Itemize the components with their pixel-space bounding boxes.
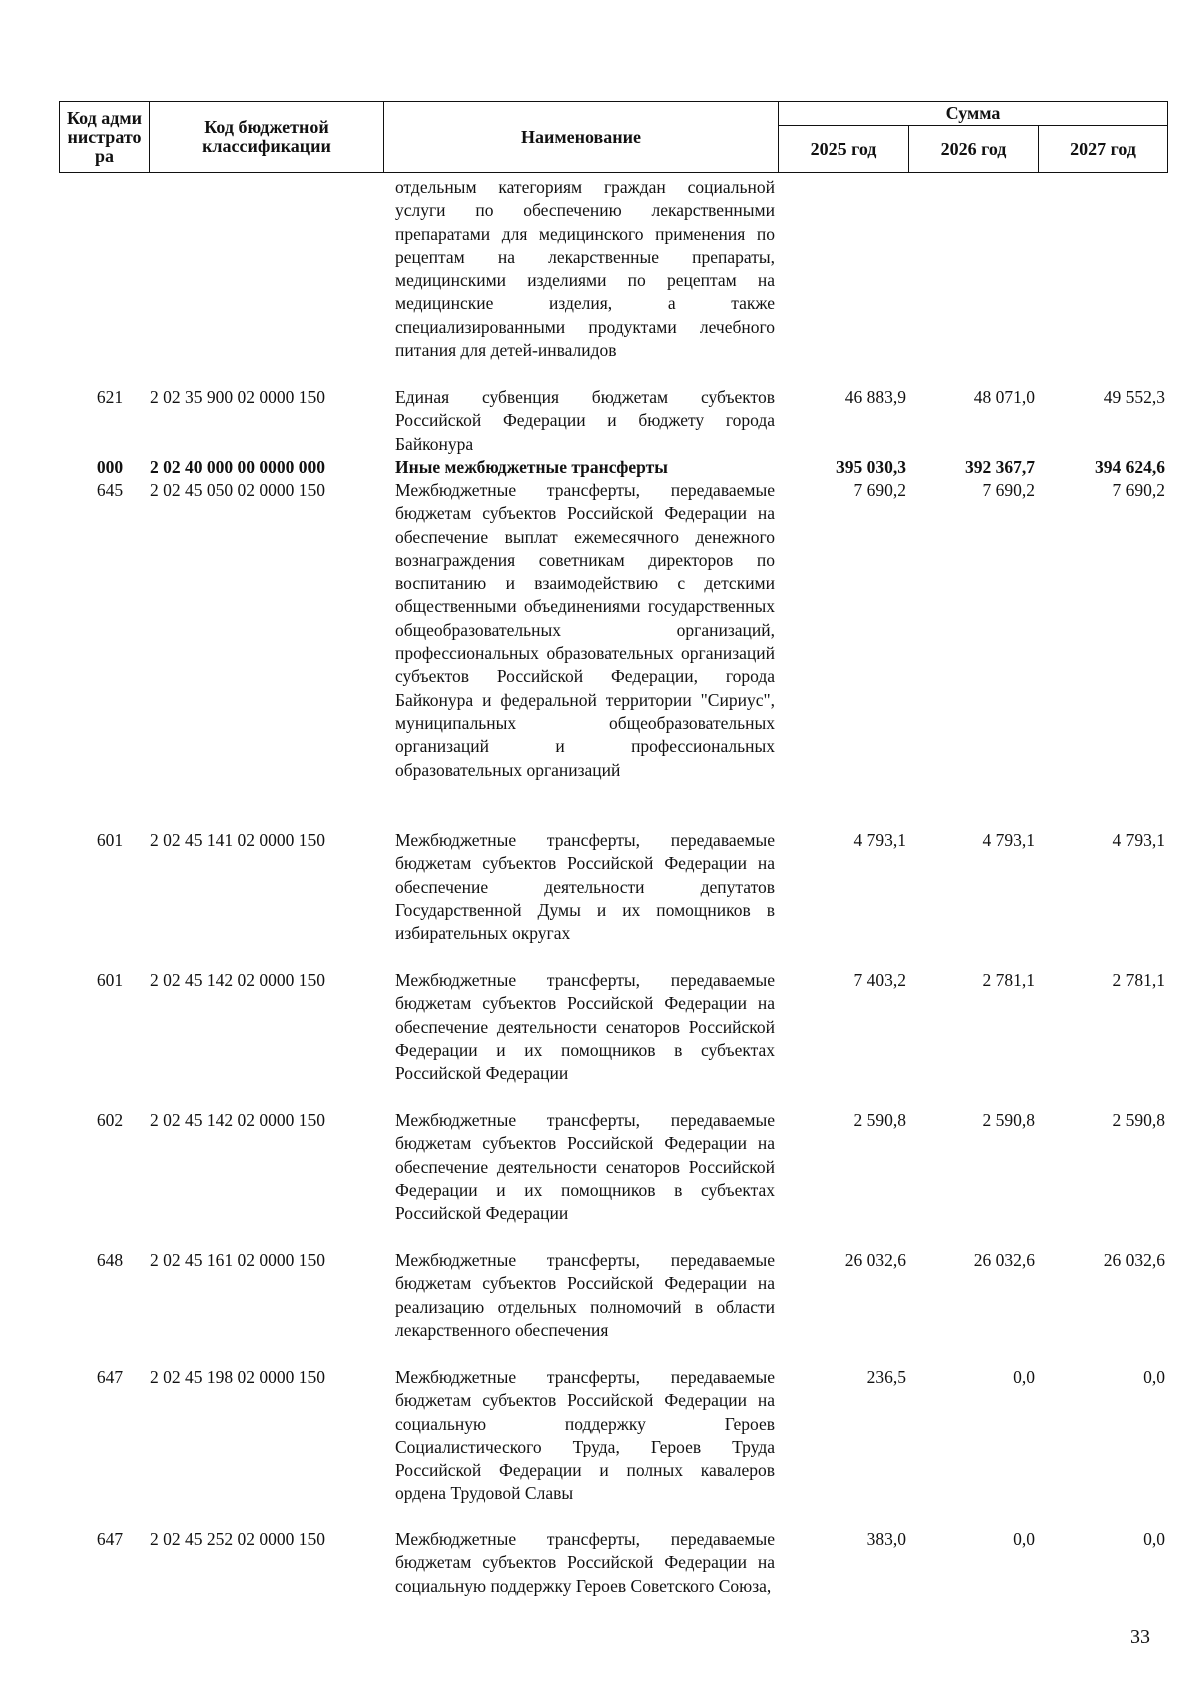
admin-code-cell: 645 bbox=[96, 480, 124, 500]
value-2027-cell: 4 793,1 bbox=[1112, 830, 1165, 850]
value-2026-cell: 48 071,0 bbox=[973, 387, 1035, 407]
value-2025-cell: 4 793,1 bbox=[853, 830, 906, 850]
name-cell: Межбюджетные трансферты, передаваемые бюджетам субъектов Российской Федерации на обеспечение деятельности сенаторов Российской Федерации и их помощников в субъектах Российской Федерации bbox=[395, 1110, 775, 1224]
name-cell: Межбюджетные трансферты, передаваемые бюджетам субъектов Российской Федерации на социальную поддержку Героев Социалистического Труда, Героев Труда Российской Федерации и полных кавалеров ордена Трудовой Славы bbox=[395, 1367, 775, 1504]
value-2027-cell: 49 552,3 bbox=[1103, 387, 1165, 407]
header-admin-code: Код администратора bbox=[59, 101, 150, 173]
value-2026-cell: 0,0 bbox=[1013, 1529, 1035, 1549]
value-2026-cell: 7 690,2 bbox=[982, 480, 1035, 500]
value-2025-cell: 26 032,6 bbox=[844, 1250, 906, 1270]
admin-code-cell: 601 bbox=[96, 830, 124, 850]
budget-code-cell: 2 02 45 142 02 0000 150 bbox=[150, 1110, 325, 1130]
budget-code-cell: 2 02 45 252 02 0000 150 bbox=[150, 1529, 325, 1549]
value-2025-cell: 395 030,3 bbox=[836, 457, 906, 477]
value-2027-cell: 2 590,8 bbox=[1112, 1110, 1165, 1130]
value-2025-cell: 383,0 bbox=[866, 1529, 906, 1549]
budget-code-cell: 2 02 45 050 02 0000 150 bbox=[150, 480, 325, 500]
value-2025-cell: 7 403,2 bbox=[853, 970, 906, 990]
value-2027-cell: 0,0 bbox=[1143, 1529, 1165, 1549]
page-number: 33 bbox=[1130, 1626, 1150, 1648]
value-2026-cell: 392 367,7 bbox=[965, 457, 1035, 477]
value-2027-cell: 7 690,2 bbox=[1112, 480, 1165, 500]
budget-code-cell: 2 02 45 141 02 0000 150 bbox=[150, 830, 325, 850]
value-2026-cell: 0,0 bbox=[1013, 1367, 1035, 1387]
budget-code-cell: 2 02 45 142 02 0000 150 bbox=[150, 970, 325, 990]
admin-code-cell: 621 bbox=[96, 387, 124, 407]
budget-code-cell: 2 02 45 161 02 0000 150 bbox=[150, 1250, 325, 1270]
value-2026-cell: 26 032,6 bbox=[973, 1250, 1035, 1270]
header-year-2027: 2027 год bbox=[1038, 125, 1168, 173]
name-cell: Единая субвенция бюджетам субъектов Российской Федерации и бюджету города Байконура bbox=[395, 387, 775, 454]
value-2027-cell: 2 781,1 bbox=[1112, 970, 1165, 990]
header-sum: Сумма bbox=[778, 101, 1168, 126]
value-2027-cell: 394 624,6 bbox=[1095, 457, 1165, 477]
admin-code-cell: 647 bbox=[96, 1367, 124, 1387]
header-name: Наименование bbox=[383, 101, 779, 173]
budget-code-cell: 2 02 35 900 02 0000 150 bbox=[150, 387, 325, 407]
name-cell: отдельным категориям граждан социальной услуги по обеспечению лекарственными препаратами для медицинского применения по рецептам на лекарственные препараты, медицинскими изделиями по рецептам на медицинские изделия, а также специализированными продуктами лечебного питания для детей-инвалидов bbox=[395, 177, 775, 361]
value-2026-cell: 2 590,8 bbox=[982, 1110, 1035, 1130]
name-cell: Межбюджетные трансферты, передаваемые бюджетам субъектов Российской Федерации на обеспечение выплат ежемесячного денежного вознаграждения советникам директоров по воспитанию и взаимодействию с детскими общественными объединениями государственных общеобразовательных организаций, профессиональных образовательных организаций субъектов Российской Федерации, города Байконура и федеральной территории "Сириус", муниципальных общеобразовательных организаций и профессиональных образовательных организаций bbox=[395, 480, 775, 780]
value-2026-cell: 4 793,1 bbox=[982, 830, 1035, 850]
value-2027-cell: 0,0 bbox=[1143, 1367, 1165, 1387]
admin-code-cell: 601 bbox=[96, 970, 124, 990]
admin-code-cell: 000 bbox=[96, 457, 124, 477]
admin-code-cell: 647 bbox=[96, 1529, 124, 1549]
value-2025-cell: 2 590,8 bbox=[853, 1110, 906, 1130]
header-budget-code: Код бюджетной классификации bbox=[149, 101, 384, 173]
value-2025-cell: 236,5 bbox=[866, 1367, 906, 1387]
name-cell: Межбюджетные трансферты, передаваемые бюджетам субъектов Российской Федерации на социальную поддержку Героев Советского Союза, bbox=[395, 1529, 775, 1596]
admin-code-cell: 602 bbox=[96, 1110, 124, 1130]
value-2025-cell: 7 690,2 bbox=[853, 480, 906, 500]
budget-code-cell: 2 02 40 000 00 0000 000 bbox=[150, 457, 325, 477]
name-cell: Межбюджетные трансферты, передаваемые бюджетам субъектов Российской Федерации на реализацию отдельных полномочий в области лекарственного обеспечения bbox=[395, 1250, 775, 1340]
name-cell: Межбюджетные трансферты, передаваемые бюджетам субъектов Российской Федерации на обеспечение деятельности сенаторов Российской Федерации и их помощников в субъектах Российской Федерации bbox=[395, 970, 775, 1084]
header-year-2026: 2026 год bbox=[908, 125, 1039, 173]
name-cell: Иные межбюджетные трансферты bbox=[395, 457, 668, 477]
name-cell: Межбюджетные трансферты, передаваемые бюджетам субъектов Российской Федерации на обеспечение деятельности депутатов Государственной Думы и их помощников в избирательных округах bbox=[395, 830, 775, 944]
value-2027-cell: 26 032,6 bbox=[1103, 1250, 1165, 1270]
value-2025-cell: 46 883,9 bbox=[844, 387, 906, 407]
value-2026-cell: 2 781,1 bbox=[982, 970, 1035, 990]
table-header bbox=[59, 101, 1168, 173]
budget-code-cell: 2 02 45 198 02 0000 150 bbox=[150, 1367, 325, 1387]
admin-code-cell: 648 bbox=[96, 1250, 124, 1270]
header-year-2025: 2025 год bbox=[778, 125, 909, 173]
